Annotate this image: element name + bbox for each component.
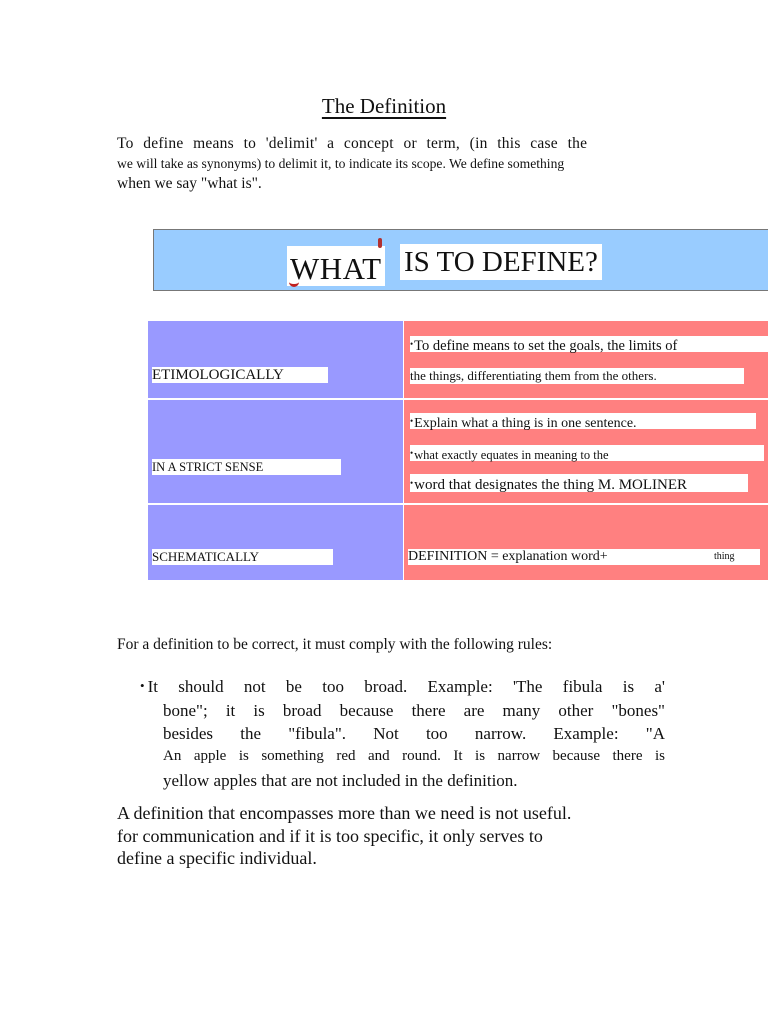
bullet-icon: • xyxy=(410,478,414,488)
intro-paragraph xyxy=(117,133,652,195)
table-row-label-cell xyxy=(148,321,403,398)
rule-line: • It should not be too broad. Example: 'The fibula is a' xyxy=(140,677,665,696)
row-content-line xyxy=(408,549,760,565)
rule-line: yellow apples that are not included in the definition. xyxy=(163,771,518,790)
page-title: The Definition xyxy=(321,94,447,118)
red-hook-decoration xyxy=(289,276,299,287)
table-row-label-cell xyxy=(148,400,403,503)
closing-line: define a specific individual. xyxy=(117,848,317,868)
banner-question: IS TO DEFINE? xyxy=(400,244,602,280)
table-row-content-cell xyxy=(404,321,768,398)
bullet-icon: • xyxy=(410,416,414,426)
closing-line: A definition that encompasses more than we need is not useful. xyxy=(117,803,572,823)
closing-paragraph xyxy=(117,802,571,870)
schematic-formula: DEFINITION = explanation word+ xyxy=(408,549,608,564)
rule-line: An apple is something red and round. It is narrow because there is xyxy=(163,748,665,764)
bullet-icon: • xyxy=(410,448,414,458)
row-label-strict-sense: IN A STRICT SENSE xyxy=(152,459,341,475)
table-row-label-cell xyxy=(148,505,403,580)
what-is-to-define-banner xyxy=(153,229,768,291)
schematic-formula-end: thing xyxy=(714,551,735,562)
table-row-content-cell xyxy=(404,505,768,580)
row-content-line: •what exactly equates in meaning to the xyxy=(410,445,764,461)
bullet-icon: • xyxy=(410,339,414,349)
row-content-line: the things, differentiating them from the others. xyxy=(410,368,744,384)
intro-line: we will take as synonyms) to delimit it, to indicate its scope. We define something xyxy=(117,156,565,171)
intro-line: To define means to 'delimit' a concept or term, (in this case the xyxy=(117,135,588,152)
row-label-schematically: SCHEMATICALLY xyxy=(152,549,333,565)
rule-line: besides the "fibula". Not too narrow. Example: "A xyxy=(163,724,665,743)
bullet-icon: • xyxy=(140,678,145,693)
row-content-line: •Explain what a thing is in one sentence. xyxy=(410,413,756,429)
intro-line: when we say "what is". xyxy=(117,175,262,192)
row-content-line: •word that designates the thing M. MOLINER xyxy=(410,474,748,492)
rule-line: bone"; it is broad because there are many other "bones" xyxy=(163,701,665,720)
row-content-line: •To define means to set the goals, the limits of xyxy=(410,336,768,352)
row-label-etimologically: ETIMOLOGICALLY xyxy=(152,367,328,383)
red-mark-decoration xyxy=(378,238,382,248)
rule-list-item xyxy=(140,674,665,794)
table-row-content-cell xyxy=(404,400,768,503)
closing-line: for communication and if it is too specific, it only serves to xyxy=(117,825,543,846)
banner-word-what: WHAT xyxy=(287,246,385,286)
definition-table xyxy=(148,321,768,580)
rules-intro: For a definition to be correct, it must comply with the following rules: xyxy=(117,636,553,653)
